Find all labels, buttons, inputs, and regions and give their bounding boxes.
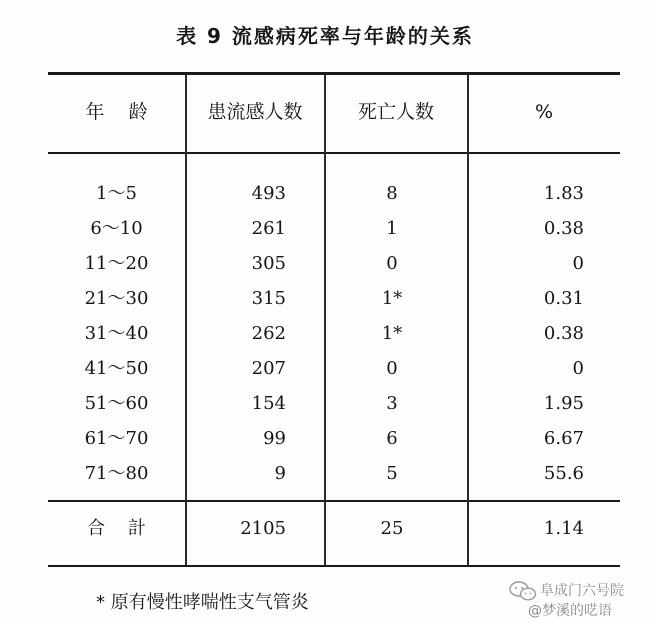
percent-cell: 1.95 (543, 393, 584, 414)
age-cell: 61～70 (84, 428, 149, 449)
bottom-rule (48, 565, 620, 567)
header-cases: 患流感人数 (207, 101, 303, 123)
header-rule (48, 152, 620, 154)
deaths-cell: 1* (381, 323, 403, 344)
age-cell: 41～50 (84, 358, 149, 379)
cases-cell: 207 (251, 358, 286, 379)
watermark-author: @梦溪的呓语 (528, 603, 612, 619)
age-cell: 31～40 (84, 323, 149, 344)
total-cases: 2105 (240, 518, 286, 539)
cases-cell: 99 (263, 428, 286, 449)
deaths-cell: 8 (386, 183, 398, 204)
header-deaths: 死亡人数 (357, 101, 434, 123)
column-divider-3 (467, 75, 469, 565)
cases-cell: 315 (251, 288, 286, 309)
age-cell: 6～10 (90, 218, 143, 239)
percent-cell: 6.67 (543, 428, 584, 449)
percent-cell: 0.31 (543, 288, 584, 309)
cases-cell: 154 (251, 393, 286, 414)
footnote: * 原有慢性哮喘性支气管炎 (96, 592, 309, 613)
percent-cell: 1.83 (543, 183, 584, 204)
cases-cell: 261 (251, 218, 286, 239)
total-deaths: 25 (380, 518, 404, 539)
total-percent: 1.14 (543, 518, 584, 539)
deaths-cell: 0 (386, 253, 398, 274)
column-divider-2 (324, 75, 326, 565)
age-cell: 71～80 (84, 463, 149, 484)
percent-cell: 0 (572, 253, 584, 274)
total-label: 合 計 (87, 518, 146, 539)
watermark-account: 阜成门六号院 (540, 583, 624, 599)
deaths-cell: 0 (386, 358, 398, 379)
deaths-cell: 1 (386, 218, 398, 239)
column-divider-1 (185, 75, 187, 565)
deaths-cell: 6 (386, 428, 398, 449)
age-cell: 1～5 (96, 183, 137, 204)
cases-cell: 305 (251, 253, 286, 274)
percent-cell: 55.6 (543, 463, 584, 484)
header-percent: % (534, 101, 554, 123)
percent-cell: 0.38 (543, 323, 584, 344)
cases-cell: 262 (251, 323, 286, 344)
age-cell: 21～30 (84, 288, 149, 309)
deaths-cell: 5 (386, 463, 398, 484)
wechat-icon (508, 580, 538, 602)
percent-cell: 0 (572, 358, 584, 379)
age-cell: 51～60 (84, 393, 149, 414)
cases-cell: 9 (274, 463, 286, 484)
deaths-cell: 1* (381, 288, 403, 309)
header-age: 年 龄 (85, 101, 148, 123)
deaths-cell: 3 (386, 393, 398, 414)
age-cell: 11～20 (84, 253, 149, 274)
table-title: 表 9 流感病死率与年龄的关系 (176, 24, 474, 48)
percent-cell: 0.38 (543, 218, 584, 239)
top-rule (48, 72, 620, 75)
cases-cell: 493 (251, 183, 286, 204)
total-rule (48, 500, 620, 502)
